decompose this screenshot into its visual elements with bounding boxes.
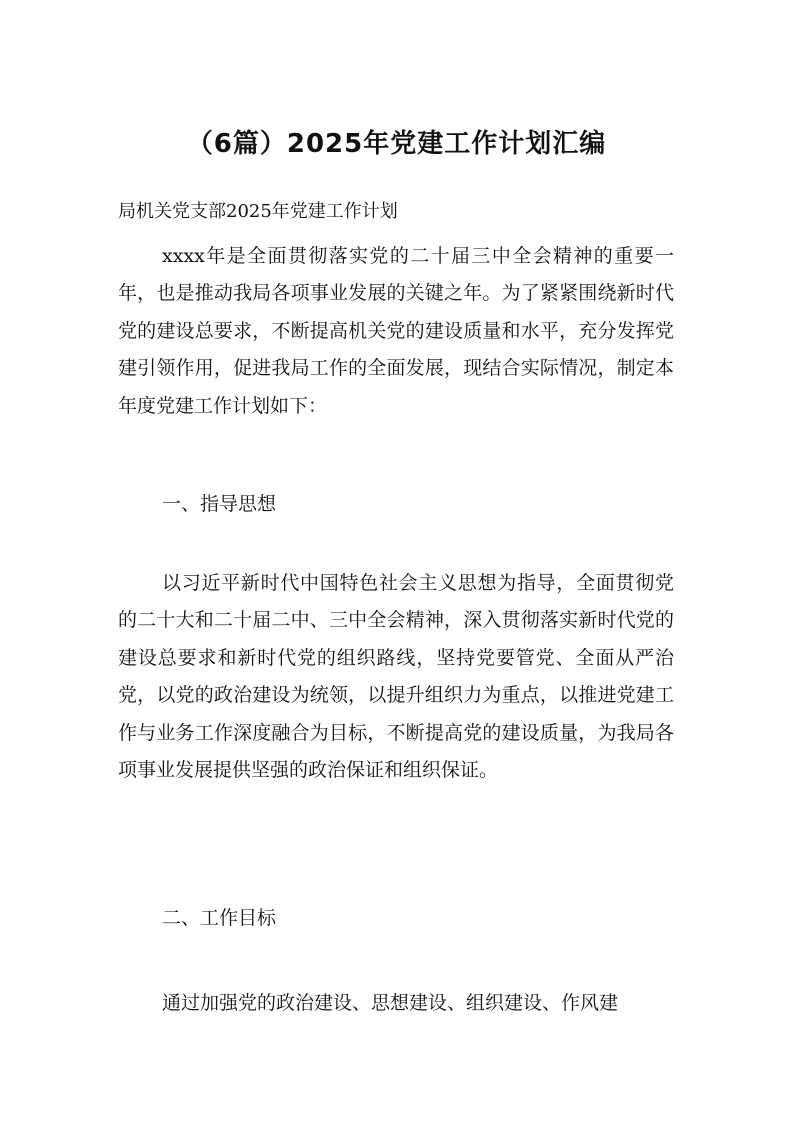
- intro-paragraph: xxxx年是全面贯彻落实党的二十届三中全会精神的重要一年，也是推动我局各项事业发展的关键之年。为了紧紧围绕新时代党的建设总要求，不断提高机关党的建设质量和水平，充分发挥党建引领作用，促进我局工作的全面发展，现结合实际情况，制定本年度党建工作计划如下：: [118, 245, 674, 417]
- section-2-heading: 二、工作目标: [162, 907, 277, 929]
- document-title: （6篇）2025年党建工作计划汇编: [186, 129, 607, 159]
- document-subtitle: 局机关党支部2025年党建工作计划: [118, 201, 398, 222]
- section-1-paragraph: 以习近平新时代中国特色社会主义思想为指导，全面贯彻党的二十大和二十届二中、三中全会精神，深入贯彻落实新时代党的建设总要求和新时代党的组织路线，坚持党要管党、全面从严治党，以党的政治建设为统领，以提升组织力为重点，以推进党建工作与业务工作深度融合为目标，不断提高党的建设质量，为我局各项事业发展提供坚强的政治保证和组织保证。: [118, 572, 674, 782]
- section-1-heading: 一、指导思想: [162, 493, 277, 515]
- section-2-paragraph: 通过加强党的政治建设、思想建设、组织建设、作风建: [162, 992, 619, 1014]
